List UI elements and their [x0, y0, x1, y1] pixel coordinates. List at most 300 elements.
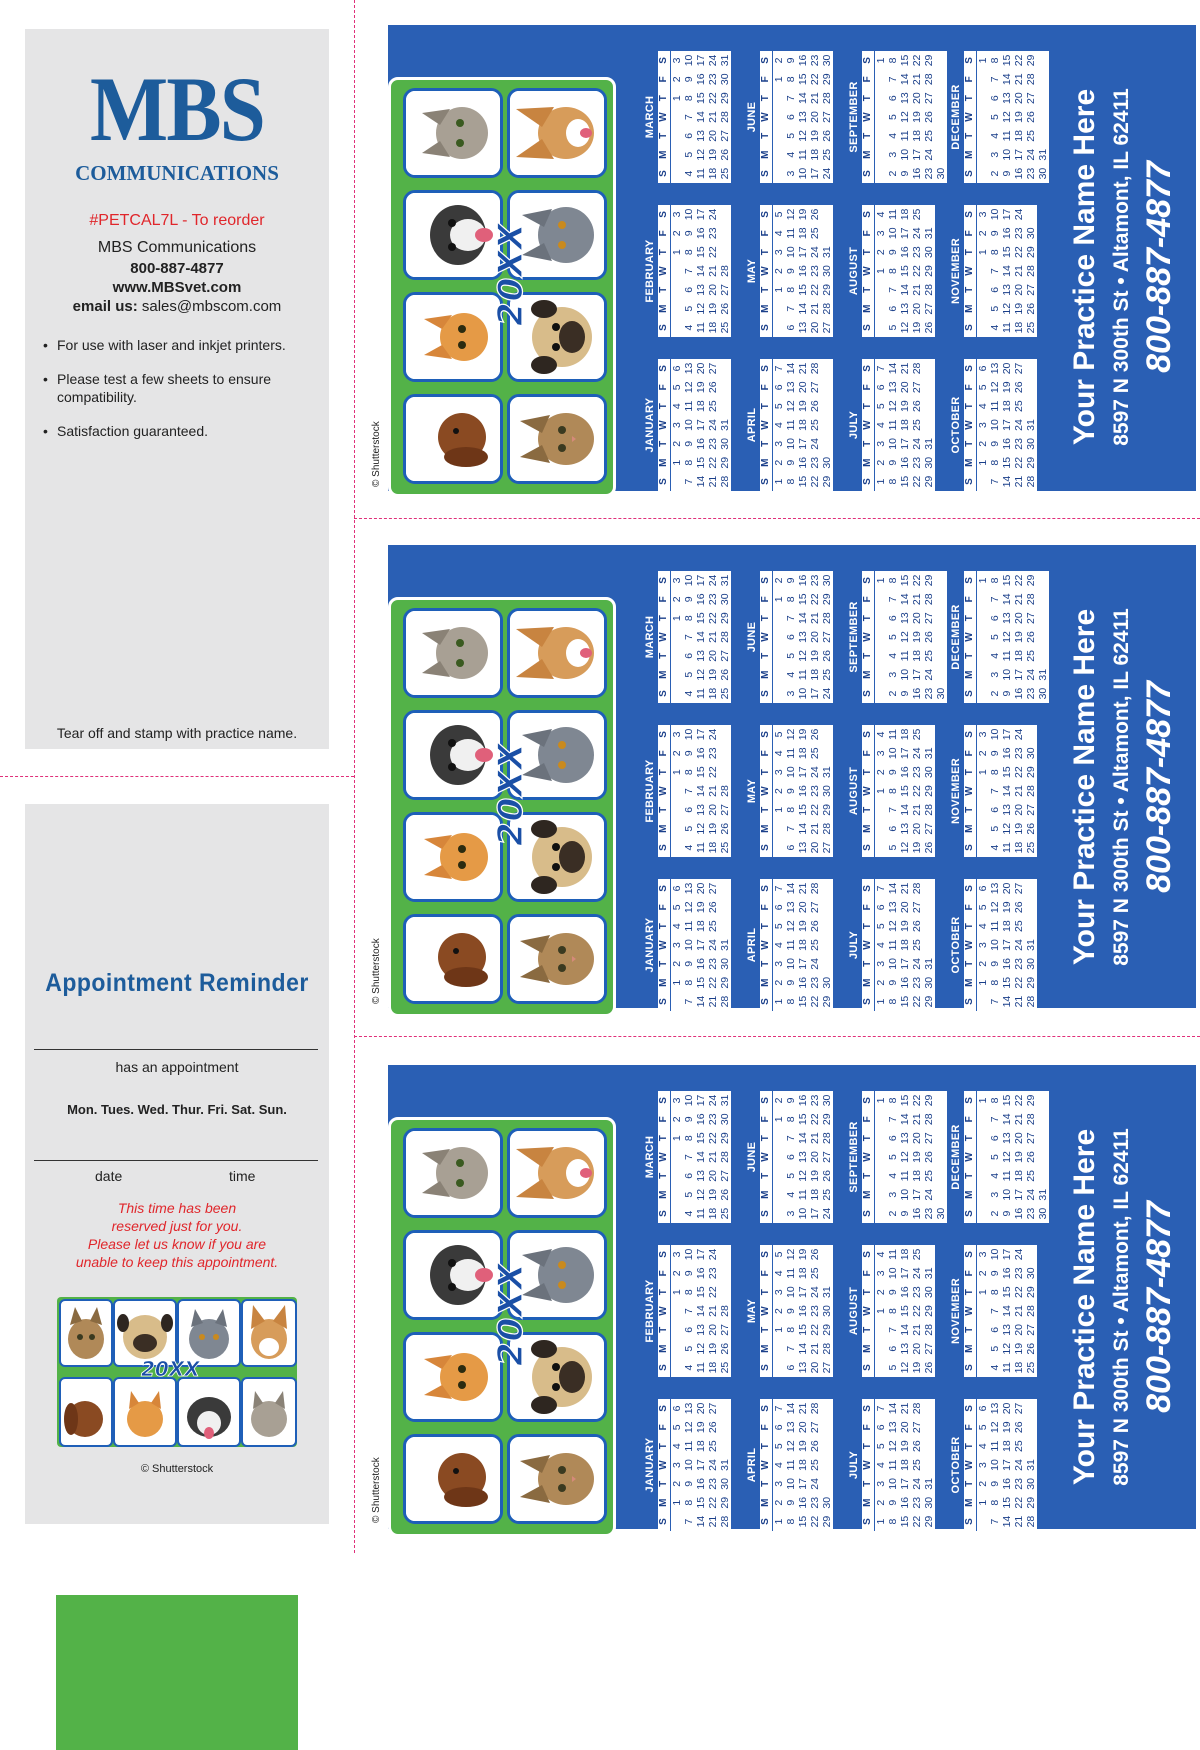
- day-header: M: [964, 824, 975, 833]
- year-label: 20XX: [491, 1262, 531, 1366]
- calendar-day: 4: [683, 1364, 695, 1371]
- calendar-day: 2: [887, 170, 899, 177]
- calendar-day: 21: [1013, 265, 1025, 277]
- calendar-day: 26: [923, 321, 935, 334]
- day-header: S: [964, 577, 975, 584]
- day-header: T: [964, 1326, 975, 1333]
- calendar-day: 25: [707, 400, 719, 412]
- calendar-day: 7: [785, 1135, 797, 1142]
- pet-photo-cat: [507, 914, 607, 1004]
- calendar-day: 11: [989, 920, 1001, 932]
- calendar-day: 12: [899, 321, 911, 334]
- calendar-day: 17: [1001, 208, 1013, 221]
- calendar-day: 27: [911, 381, 923, 394]
- day-header: T: [862, 440, 873, 447]
- calendar-day: 1: [671, 459, 683, 466]
- month-calendar: [642, 879, 731, 1011]
- blank-day: [671, 684, 683, 703]
- day-grid: [671, 359, 731, 491]
- calendar-day: 15: [797, 475, 809, 488]
- calendar-day: 9: [683, 230, 695, 237]
- calendar-day: 19: [1013, 111, 1025, 123]
- calendar-day: 22: [707, 612, 719, 624]
- blank-day: [875, 646, 887, 665]
- calendar-day: 26: [809, 208, 821, 221]
- company-phone: 800-887-4877: [130, 260, 224, 277]
- blank-day: [977, 299, 989, 318]
- calendar-day: 18: [1001, 400, 1013, 412]
- calendar-day: 2: [875, 459, 887, 466]
- calendar-day: 18: [695, 920, 707, 932]
- month-name: DECEMBER: [950, 84, 962, 150]
- calendar-day: 16: [899, 976, 911, 989]
- day-header: S: [862, 731, 873, 738]
- day-header: W: [964, 266, 975, 276]
- day-header: T: [862, 403, 873, 410]
- day-header: F: [862, 1116, 873, 1123]
- day-grid: [977, 359, 1037, 491]
- day-grid: [671, 725, 731, 857]
- calendar-day: 15: [797, 995, 809, 1008]
- calendar-day: 30: [1025, 1478, 1037, 1490]
- calendar-day: 5: [773, 403, 785, 410]
- calendar-day: 26: [809, 400, 821, 412]
- blank-day: [977, 262, 989, 281]
- calendar-day: 21: [911, 1324, 923, 1336]
- calendar-day: 26: [923, 841, 935, 854]
- calendar-day: 4: [683, 324, 695, 331]
- calendar-day: 18: [1013, 1170, 1025, 1182]
- calendar-day: 26: [707, 381, 719, 394]
- blank-day: [773, 1339, 785, 1358]
- day-header: T: [658, 960, 669, 967]
- message-line: This time has been: [117, 1200, 237, 1216]
- calendar-day: 25: [809, 227, 821, 240]
- calendar-day: 31: [719, 54, 731, 67]
- calendar-day: 28: [821, 1342, 833, 1355]
- calendar-day: 23: [1013, 438, 1025, 450]
- month-grid: [658, 879, 731, 1011]
- calendar-day: 16: [899, 766, 911, 778]
- calendar-day: 12: [989, 381, 1001, 394]
- blank-day: [671, 1512, 683, 1531]
- calendar-day: 5: [989, 1154, 1001, 1160]
- day-header: T: [862, 132, 873, 139]
- month-calendar: [642, 51, 731, 183]
- calendar-day: 29: [1025, 456, 1037, 469]
- email-label: email us:: [72, 298, 138, 315]
- day-grid: [773, 205, 833, 337]
- calendar-day: 18: [797, 747, 809, 760]
- calendar-day: 8: [887, 1518, 899, 1525]
- month-name: JULY: [848, 930, 860, 960]
- day-header-row: [658, 571, 671, 703]
- month-name: OCTOBER: [950, 396, 962, 454]
- day-header-row: [760, 1091, 773, 1223]
- appointment-credit: © Shutterstock: [140, 1463, 214, 1475]
- calendar-day: 5: [683, 1345, 695, 1352]
- blank-day: [977, 819, 989, 838]
- calendar-day: 25: [1025, 321, 1037, 334]
- calendar-day: 21: [1013, 593, 1025, 606]
- calendar-day: 9: [989, 1480, 1001, 1487]
- blank-day: [773, 819, 785, 838]
- month-calendar: [744, 1245, 833, 1377]
- calendar-day: 8: [785, 478, 797, 485]
- calendar-day: 10: [989, 939, 1001, 951]
- day-header: S: [658, 844, 669, 851]
- calendar-day: 7: [785, 825, 797, 832]
- day-header: S: [658, 1364, 669, 1371]
- calendar-day: 7: [989, 788, 1001, 794]
- calendar-day: 26: [809, 1248, 821, 1261]
- calendar-day: 8: [683, 95, 695, 102]
- calendar-day: 29: [923, 265, 935, 277]
- calendar-day: 5: [977, 904, 989, 911]
- calendar-day: 3: [875, 960, 887, 967]
- calendar-day: 5: [887, 844, 899, 851]
- day-header: T: [862, 806, 873, 813]
- calendar-day: 21: [707, 995, 719, 1008]
- day-grid: [977, 51, 1049, 183]
- calendar-day: 23: [911, 456, 923, 469]
- calendar-day: 14: [887, 882, 899, 895]
- calendar-day: 24: [707, 1248, 719, 1261]
- practice-phone: 800-887-4877: [1140, 1201, 1178, 1413]
- message-line: Please let us know if you are: [87, 1236, 267, 1252]
- month-grid: [862, 359, 935, 491]
- calendar-day: 4: [773, 750, 785, 757]
- calendar-day: 22: [809, 475, 821, 488]
- calendar-day: 27: [923, 612, 935, 624]
- day-header: S: [964, 1097, 975, 1104]
- calendar-day: 12: [785, 1440, 797, 1452]
- month-calendar: [642, 1399, 731, 1531]
- month-calendar: [948, 1399, 1037, 1531]
- calendar-day: 28: [911, 882, 923, 895]
- calendar-day: 27: [707, 1402, 719, 1415]
- calendar-day: 26: [719, 148, 731, 161]
- info-panel: [25, 29, 329, 749]
- calendar-day: 27: [707, 362, 719, 375]
- calendar-day: 23: [911, 1496, 923, 1509]
- calendar-day: 22: [809, 284, 821, 296]
- blank-day: [875, 1148, 887, 1167]
- calendar-day: 23: [1013, 1478, 1025, 1490]
- calendar-day: 15: [695, 612, 707, 624]
- calendar-day: 12: [797, 130, 809, 142]
- calendar-day: 29: [1025, 1094, 1037, 1107]
- calendar-day: 22: [707, 246, 719, 258]
- calendar-day: 20: [695, 882, 707, 895]
- calendar-day: 8: [887, 478, 899, 485]
- day-header: T: [964, 1172, 975, 1179]
- weekday-options: Mon. Tues. Wed. Thur. Fri. Sat. Sun.: [67, 1102, 287, 1117]
- calendar-day: 30: [719, 958, 731, 970]
- month-name: JANUARY: [644, 397, 656, 453]
- calendar-day: 7: [887, 1116, 899, 1123]
- calendar-day: 30: [1037, 1207, 1049, 1220]
- company-website[interactable]: www.MBSvet.com: [112, 279, 242, 296]
- calendar-day: 5: [875, 1443, 887, 1450]
- day-header: W: [760, 940, 771, 950]
- calendar-day: 4: [875, 1462, 887, 1468]
- calendar-day: 20: [899, 1421, 911, 1434]
- day-header: F: [862, 904, 873, 911]
- calendar-day: 18: [911, 130, 923, 142]
- month-grid: [862, 1245, 935, 1377]
- calendar-day: 11: [1001, 1362, 1013, 1374]
- calendar-day: 5: [887, 324, 899, 331]
- blank-day: [671, 1302, 683, 1321]
- pet-photo-dachshund: [403, 1434, 503, 1524]
- calendar-day: 4: [683, 690, 695, 697]
- calendar-day: 2: [977, 750, 989, 757]
- day-header: W: [964, 632, 975, 642]
- day-header: W: [760, 112, 771, 122]
- calendar-day: 23: [923, 167, 935, 180]
- calendar-day: 15: [797, 73, 809, 86]
- calendar-day: 6: [875, 1424, 887, 1431]
- calendar-day: 25: [1013, 920, 1025, 932]
- month-calendar: [642, 725, 731, 857]
- calendar-day: 24: [821, 167, 833, 180]
- calendar-day: 27: [809, 1421, 821, 1434]
- company-email[interactable]: sales@mbscom.com: [141, 298, 282, 315]
- reservation-message: [25, 1199, 329, 1271]
- day-header: S: [658, 1405, 669, 1412]
- calendar-day: 14: [695, 785, 707, 797]
- calendar-day: 3: [671, 1251, 683, 1258]
- calendar-day: 16: [695, 438, 707, 450]
- day-header: M: [760, 978, 771, 987]
- blank-day: [773, 1166, 785, 1185]
- day-header: F: [862, 1424, 873, 1431]
- calendar-day: 3: [977, 1251, 989, 1258]
- month-name: SEPTEMBER: [848, 601, 860, 673]
- calendar-day: 14: [785, 362, 797, 375]
- day-header: W: [658, 940, 669, 950]
- month-name: OCTOBER: [950, 916, 962, 974]
- day-header: W: [862, 420, 873, 430]
- calendar-day: 25: [911, 419, 923, 431]
- calendar-day: 20: [809, 631, 821, 643]
- calendar-day: 1: [671, 979, 683, 986]
- blank-day: [875, 1204, 887, 1223]
- calendar-day: 3: [977, 942, 989, 948]
- calendar-day: 23: [911, 976, 923, 989]
- calendar-day: 21: [911, 804, 923, 816]
- calendar-day: 13: [797, 631, 809, 643]
- calendar-day: 29: [1025, 976, 1037, 989]
- calendar-day: 28: [1025, 785, 1037, 797]
- calendar-day: 10: [683, 208, 695, 221]
- calendar-day: 1: [773, 478, 785, 485]
- calendar-day: 2: [773, 577, 785, 584]
- day-header: S: [658, 731, 669, 738]
- calendar-day: 30: [821, 976, 833, 989]
- calendar-day: 13: [1001, 1324, 1013, 1336]
- calendar-day: 2: [875, 1289, 887, 1296]
- calendar-day: 8: [683, 979, 695, 986]
- month-grid: [658, 205, 731, 337]
- month-grid: [658, 51, 731, 183]
- calendar-day: 3: [887, 1191, 899, 1198]
- calendar-day: 30: [1037, 167, 1049, 180]
- month-name: AUGUST: [848, 246, 860, 296]
- calendar-day: 17: [911, 668, 923, 681]
- calendar-day: 28: [1025, 995, 1037, 1008]
- calendar-day: 27: [719, 1170, 731, 1182]
- calendar-day: 2: [989, 1210, 1001, 1217]
- day-header-row: [862, 51, 875, 183]
- day-header: T: [862, 95, 873, 102]
- calendar-day: 3: [887, 151, 899, 158]
- blank-day: [773, 684, 785, 703]
- blank-day: [977, 280, 989, 299]
- calendar-day: 21: [707, 1151, 719, 1163]
- day-header-row: [658, 51, 671, 183]
- day-header: T: [760, 923, 771, 930]
- calendar-day: 13: [683, 1402, 695, 1415]
- calendar-day: 27: [719, 284, 731, 296]
- calendar-day: 30: [923, 766, 935, 778]
- calendar-day: 26: [923, 1361, 935, 1374]
- month-grid: [658, 1399, 731, 1531]
- blank-day: [977, 665, 989, 684]
- calendar-day: 10: [683, 419, 695, 431]
- calendar-day: 17: [695, 1248, 707, 1261]
- calendar-day: 4: [773, 422, 785, 428]
- day-header: S: [760, 885, 771, 892]
- calendar-day: 11: [785, 1459, 797, 1471]
- day-header: F: [760, 1270, 771, 1277]
- calendar-day: 24: [1013, 419, 1025, 431]
- calendar-day: 14: [1001, 995, 1013, 1008]
- practice-phone: 800-887-4877: [1140, 161, 1178, 373]
- calendar-day: 8: [785, 1518, 797, 1525]
- day-header: M: [862, 670, 873, 679]
- calendar-day: 16: [695, 227, 707, 240]
- month-calendar: [846, 1245, 935, 1377]
- calendar-day: 24: [707, 939, 719, 951]
- calendar-day: 18: [911, 1170, 923, 1182]
- calendar-day: 30: [923, 246, 935, 258]
- blank-day: [875, 145, 887, 164]
- calendar-day: 4: [875, 211, 887, 218]
- calendar-day: 13: [797, 1151, 809, 1163]
- calendar-day: 30: [821, 1094, 833, 1107]
- calendar-day: 29: [923, 1515, 935, 1528]
- day-header: M: [658, 1190, 669, 1199]
- day-header: T: [760, 286, 771, 293]
- calendar-day: 6: [989, 95, 1001, 102]
- calendar-day: 12: [887, 400, 899, 412]
- calendar-day: 24: [809, 958, 821, 970]
- calendar-day: 13: [887, 381, 899, 394]
- calendar-day: 2: [671, 960, 683, 967]
- calendar-day: 25: [923, 1170, 935, 1182]
- calendar-day: 23: [707, 1113, 719, 1126]
- calendar-day: 28: [923, 804, 935, 816]
- month-name: APRIL: [746, 407, 758, 443]
- calendar-day: 1: [875, 788, 887, 794]
- calendar-day: 18: [707, 1361, 719, 1374]
- calendar-day: 4: [989, 132, 1001, 139]
- calendar-day: 14: [695, 111, 707, 123]
- calendar-day: 15: [1001, 456, 1013, 469]
- month-grid: [760, 571, 833, 703]
- day-header: W: [964, 1460, 975, 1470]
- day-header: S: [862, 365, 873, 372]
- blank-day: [977, 838, 989, 857]
- month-calendar: [744, 359, 833, 491]
- calendar-day: 25: [719, 1361, 731, 1374]
- calendar-day: 9: [785, 577, 797, 584]
- calendar-day: 21: [809, 1132, 821, 1144]
- calendar-day: 6: [989, 1135, 1001, 1142]
- day-header: S: [658, 57, 669, 64]
- calendar-day: 8: [683, 459, 695, 466]
- blank-day: [875, 609, 887, 628]
- calendar-day: 2: [875, 249, 887, 256]
- calendar-day: 29: [821, 284, 833, 296]
- calendar-day: 16: [899, 1496, 911, 1509]
- calendar-day: 7: [875, 365, 887, 372]
- day-header: T: [760, 1289, 771, 1296]
- calendar-day: 24: [1025, 1188, 1037, 1201]
- calendar-day: 16: [797, 785, 809, 797]
- calendar-day: 1: [875, 268, 887, 274]
- blank-day: [875, 299, 887, 318]
- calendar-day: 3: [989, 151, 1001, 158]
- day-header: W: [658, 266, 669, 276]
- calendar-day: 11: [1001, 322, 1013, 334]
- day-header: S: [964, 998, 975, 1005]
- calendar-day: 19: [707, 148, 719, 161]
- calendar-day: 15: [1001, 1496, 1013, 1509]
- calendar-day: 11: [683, 920, 695, 932]
- blank-day: [875, 1358, 887, 1377]
- calendar-day: 27: [1013, 362, 1025, 375]
- calendar-day: 22: [707, 1496, 719, 1509]
- calendar-day: 29: [821, 475, 833, 488]
- card-credit: © Shutterstock: [371, 421, 382, 487]
- calendar-day: 17: [809, 1207, 821, 1220]
- day-grid: [875, 359, 935, 491]
- calendar-day: 13: [899, 302, 911, 315]
- calendar-day: 26: [1025, 302, 1037, 315]
- month-name: JUNE: [746, 621, 758, 653]
- calendar-day: 25: [1013, 400, 1025, 412]
- calendar-day: 3: [875, 1480, 887, 1487]
- calendar-day: 13: [797, 321, 809, 334]
- calendar-day: 18: [1013, 650, 1025, 662]
- day-header: S: [964, 57, 975, 64]
- calendar-day: 11: [683, 1440, 695, 1452]
- calendar-day: 5: [989, 1345, 1001, 1352]
- calendar-day: 2: [773, 1097, 785, 1104]
- calendar-day: 24: [707, 208, 719, 221]
- calendar-day: 15: [695, 246, 707, 258]
- day-header-row: [760, 359, 773, 491]
- calendar-day: 22: [809, 1113, 821, 1126]
- calendar-day: 9: [989, 1270, 1001, 1277]
- calendar-day: 10: [1001, 1188, 1013, 1201]
- calendar-day: 2: [671, 596, 683, 603]
- month-calendar: [744, 571, 833, 703]
- mini-photo-border-collie: [177, 1377, 241, 1447]
